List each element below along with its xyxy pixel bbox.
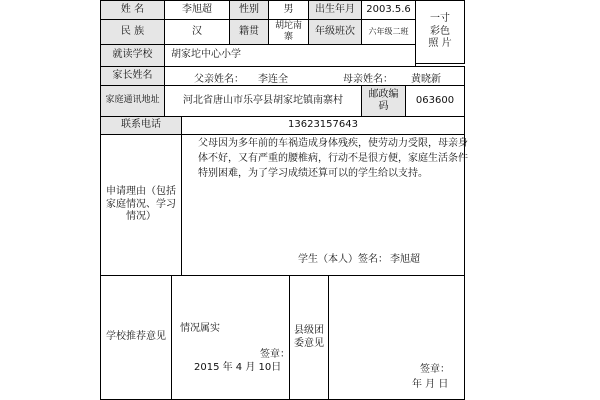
gender-label: 性别 — [229, 0, 269, 20]
gender-value: 男 — [268, 0, 309, 20]
phone-value: 13623157643 — [181, 116, 465, 135]
school-rec-box — [171, 275, 290, 400]
photo-placeholder: 一寸 彩色 照 片 — [415, 0, 465, 64]
county-seal-label: 签章： — [420, 364, 450, 375]
address-value: 河北省唐山市乐亭县胡家坨镇南寨村 — [164, 85, 362, 117]
reason-label: 申请理由（包括家庭情况、学习情况） — [100, 134, 182, 276]
father-value: 李连全 — [258, 74, 288, 85]
school-value: 胡家坨中心小学 — [164, 44, 416, 67]
school-rec-date: 2015 年 4 月 10日 — [194, 362, 282, 373]
postcode-value: 063600 — [405, 85, 465, 117]
native-value: 胡坨南寨 — [268, 19, 309, 45]
student-sign-label: 学生（本人）签名： — [298, 254, 388, 265]
guardian-label: 家长姓名 — [100, 66, 165, 86]
mother-value: 黄晓新 — [411, 74, 441, 85]
name-label: 姓 名 — [100, 0, 165, 20]
address-label: 家庭通讯地址 — [100, 85, 165, 117]
postcode-label: 邮政编码 — [361, 85, 406, 117]
school-label: 就读学校 — [100, 44, 165, 67]
ethnic-label: 民 族 — [100, 19, 165, 45]
birth-value: 2003.5.6 — [361, 0, 416, 20]
birth-label: 出生年月 — [308, 0, 362, 20]
county-label: 县级团委意见 — [289, 275, 329, 400]
name-value: 李旭超 — [164, 0, 230, 20]
mother-label: 母亲姓名： — [343, 74, 393, 85]
reason-text: 父母因为多年前的车祸造成身体残疾，使劳动力受限，母亲身体不好，又有严重的腰椎病，行动不是很方便，家庭生活条件特别困难，为了学习成绩还算可以的学生给以支持。 — [198, 138, 468, 179]
student-sign-value: 李旭超 — [390, 254, 420, 265]
phone-label: 联系电话 — [100, 116, 182, 135]
grade-label: 年级班次 — [308, 19, 362, 45]
school-rec-label: 学校推荐意见 — [100, 275, 172, 400]
grade-value: 六年级二班 — [361, 19, 416, 45]
school-rec-value: 情况属实 — [180, 323, 220, 334]
ethnic-value: 汉 — [164, 19, 230, 45]
native-label: 籍贯 — [229, 19, 269, 45]
father-label: 父亲姓名： — [194, 74, 244, 85]
county-date: 年 月 日 — [412, 379, 449, 390]
school-seal-label: 签章： — [260, 349, 290, 360]
